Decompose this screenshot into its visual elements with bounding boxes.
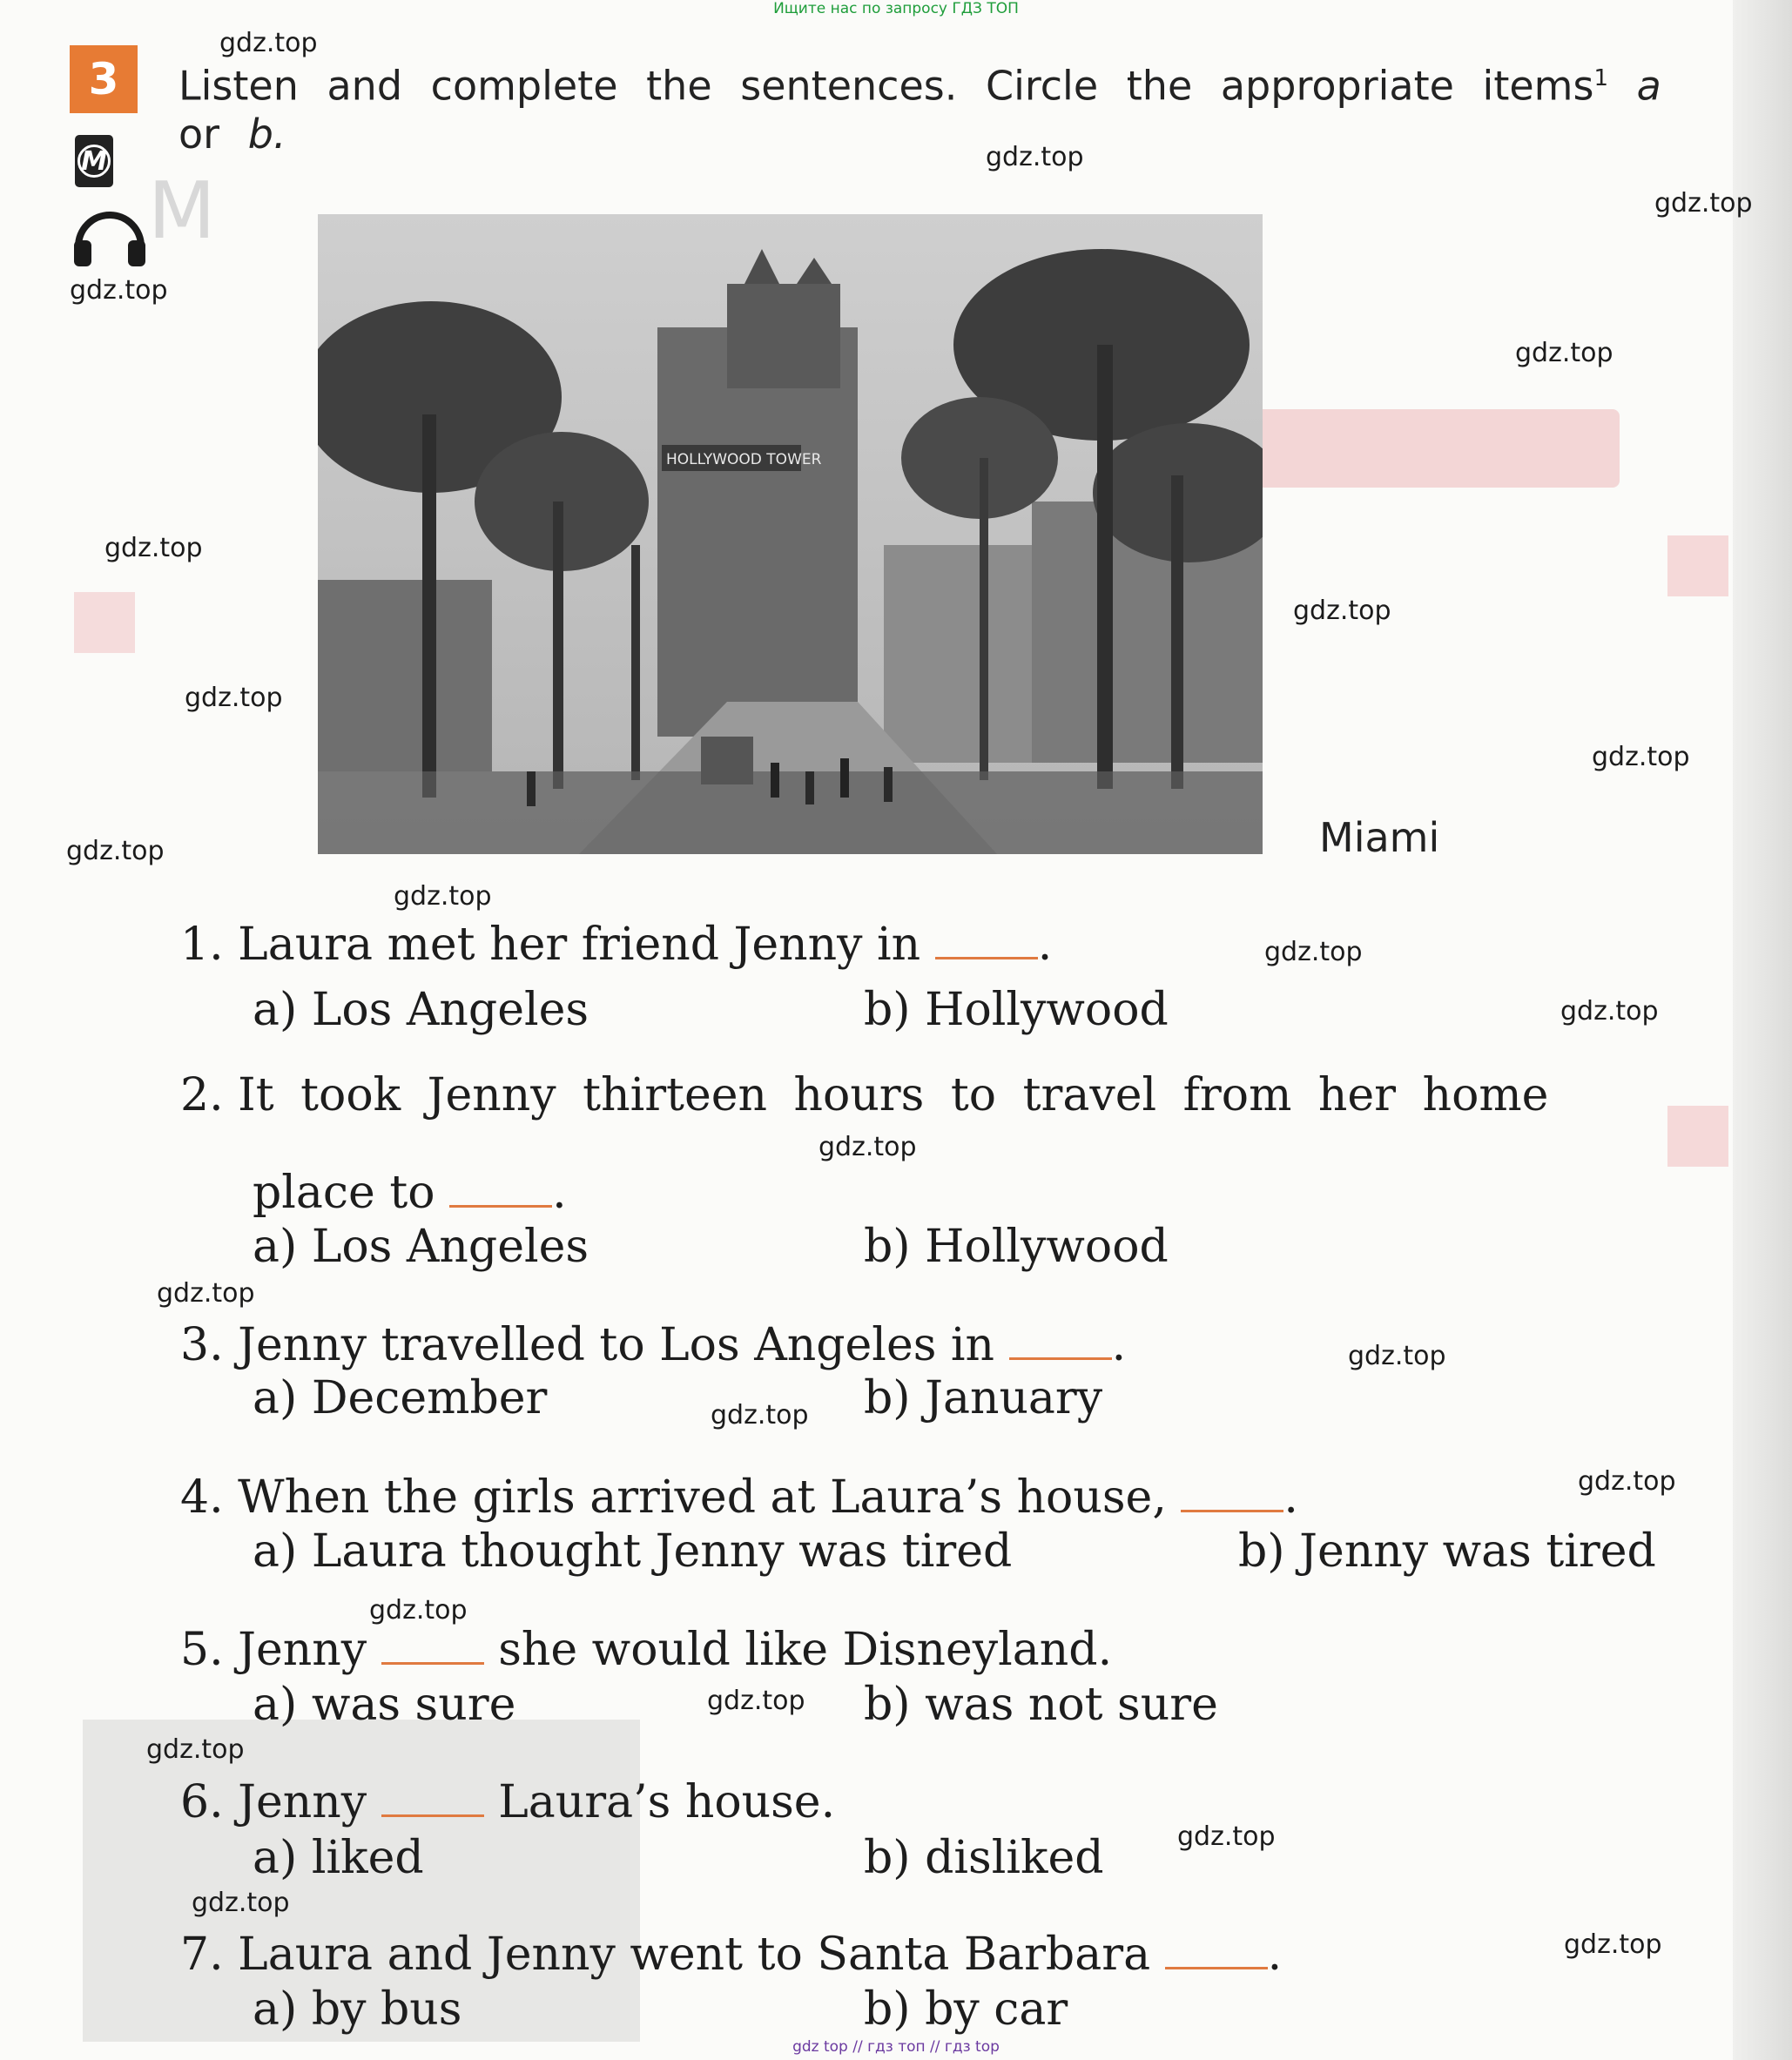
option-4b[interactable]: b) Jenny was tired [1238, 1525, 1656, 1578]
question-3: 3. Jenny travelled to Los Angeles in . [180, 1319, 1127, 1371]
answer-blank[interactable] [381, 1629, 484, 1665]
watermark: gdz.top [185, 683, 283, 713]
question-1: 1. Laura met her friend Jenny in . [180, 919, 1053, 971]
multirom-icon: M [75, 135, 113, 187]
option-5a[interactable]: a) was sure [253, 1679, 516, 1731]
question-7: 7. Laura and Jenny went to Santa Barbara . [180, 1929, 1283, 1981]
question-6: 6. Jenny Laura’s house. [180, 1776, 836, 1828]
watermark: gdz.top [146, 1734, 245, 1765]
watermark: gdz.top [1654, 188, 1753, 219]
watermark: gdz.top [192, 1888, 290, 1918]
task-number-badge: 3 [70, 45, 138, 113]
bleed-through-decoration [1254, 409, 1620, 488]
watermark: gdz.top [66, 836, 165, 866]
option-1b[interactable]: b) Hollywood [864, 984, 1169, 1036]
footnote-mark: 1 [1593, 65, 1608, 91]
question-2-continued: place to . [253, 1167, 567, 1219]
photo-caption: Miami [1319, 814, 1440, 861]
answer-blank[interactable] [1165, 1934, 1268, 1969]
watermark: gdz.top [369, 1595, 468, 1626]
bottom-banner[interactable]: gdz top // гдз топ // гдз top [792, 2038, 1000, 2056]
bleed-through-decoration [1667, 1106, 1728, 1167]
watermark: gdz.top [819, 1132, 917, 1162]
bleed-through-decoration [74, 592, 135, 653]
watermark: gdz.top [1578, 1466, 1676, 1497]
answer-blank[interactable] [1009, 1324, 1112, 1360]
watermark: gdz.top [1515, 338, 1613, 368]
watermark: gdz.top [1560, 996, 1659, 1027]
watermark: gdz.top [104, 533, 203, 563]
question-2: 2. It took Jenny thirteen hours to travel from her home [180, 1069, 1549, 1121]
task-instruction: Listen and complete the sentences. Circle the appropriate items$^1$ a or b. [179, 62, 1661, 158]
watermark: gdz.top [1348, 1341, 1446, 1371]
option-3b[interactable]: b) January [864, 1372, 1103, 1424]
watermark: gdz.top [219, 28, 318, 58]
photo-hollywood-street [318, 214, 1263, 854]
question-4: 4. When the girls arrived at Laura’s house, . [180, 1471, 1298, 1524]
option-2b[interactable]: b) Hollywood [864, 1221, 1169, 1273]
watermark: gdz.top [70, 275, 168, 306]
option-4a[interactable]: a) Laura thought Jenny was tired [253, 1525, 1013, 1578]
watermark: gdz.top [707, 1686, 805, 1716]
watermark: gdz.top [1592, 742, 1690, 772]
option-6b[interactable]: b) disliked [864, 1832, 1104, 1884]
watermark: gdz.top [157, 1278, 255, 1309]
top-banner[interactable]: Ищите нас по запросу ГДЗ ТОП [773, 0, 1019, 17]
answer-blank[interactable] [935, 924, 1038, 959]
bleed-through-decoration: M [148, 165, 216, 257]
watermark: gdz.top [986, 142, 1084, 172]
option-5b[interactable]: b) was not sure [864, 1679, 1218, 1731]
headphones-icon [70, 199, 150, 268]
watermark: gdz.top [711, 1400, 809, 1431]
option-1a[interactable]: a) Los Angeles [253, 984, 589, 1036]
page-edge-shadow [1733, 0, 1792, 2060]
watermark: gdz.top [394, 881, 492, 912]
answer-blank[interactable] [1181, 1477, 1283, 1512]
watermark: gdz.top [1293, 596, 1391, 626]
option-6a[interactable]: a) liked [253, 1832, 424, 1884]
answer-blank[interactable] [381, 1781, 484, 1817]
option-7a[interactable]: a) by bus [253, 1983, 462, 2036]
bleed-through-decoration [1667, 535, 1728, 596]
option-2a[interactable]: a) Los Angeles [253, 1221, 589, 1273]
watermark: gdz.top [1264, 937, 1363, 967]
watermark: gdz.top [1564, 1929, 1662, 1960]
question-5: 5. Jenny she would like Disneyland. [180, 1624, 1113, 1676]
watermark: gdz.top [1177, 1821, 1276, 1852]
answer-blank[interactable] [449, 1172, 552, 1208]
option-7b[interactable]: b) by car [864, 1983, 1068, 2036]
tower-sign-text: HOLLYWOOD TOWER [666, 451, 822, 468]
option-3a[interactable]: a) December [253, 1372, 548, 1424]
